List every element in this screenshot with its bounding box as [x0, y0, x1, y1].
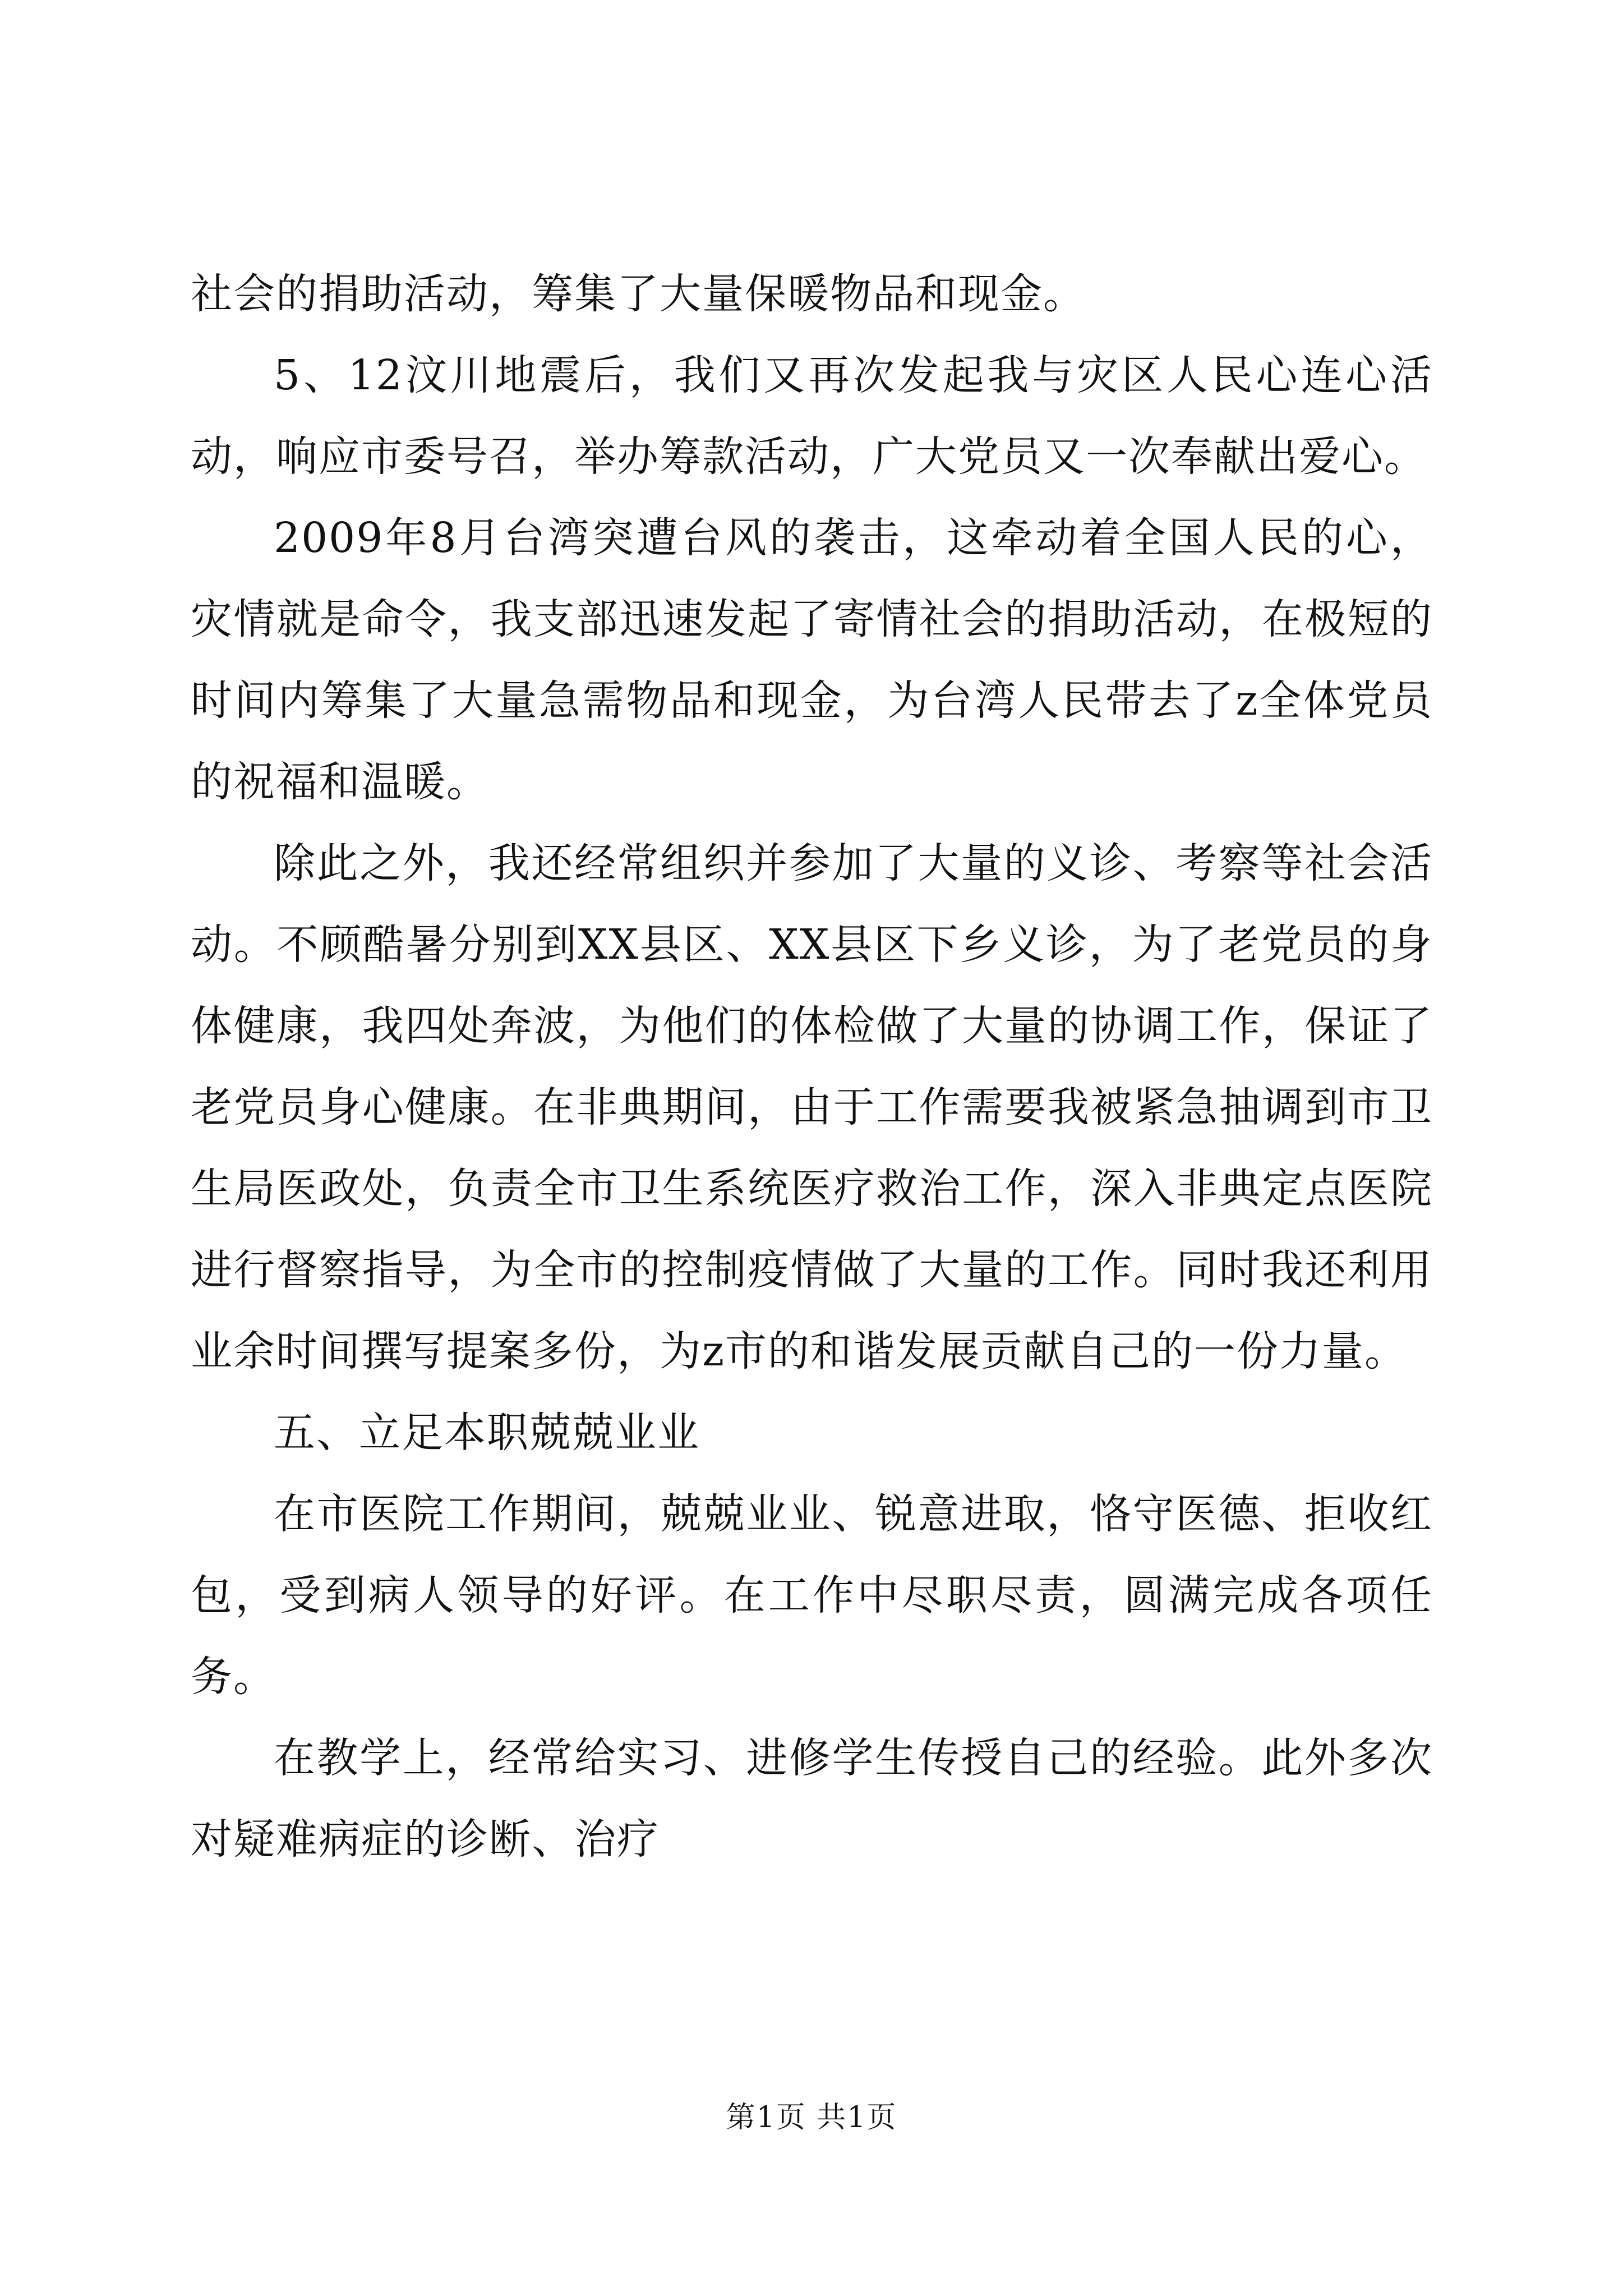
section-heading: 五、立足本职兢兢业业	[274, 1409, 700, 1457]
paragraph-social-activities: 除此之外，我还经常组织并参加了大量的义诊、考察等社会活动。不顾酷暑分别到XX县区、XX县区下乡义诊，为了老党员的身体健康，我四处奔波，为他们的体检做了大量的协调工作，保证了老党员身心健康。在非典期间，由于工作需要我被紧急抽调到市卫生局医政处，负责全市卫生系统医疗救治工作，深入非典定点医院进行督察指导，为全市的控制疫情做了大量的工作。同时我还利用业余时间撰写提案多份，为z市的和谐发展贡献自己的一份力量。	[191, 839, 1433, 1375]
paragraph-taiwan-typhoon: 2009年8月台湾突遭台风的袭击，这牵动着全国人民的心，灾情就是命令，我支部迅速发起了寄情社会的捐助活动，在极短的时间内筹集了大量急需物品和现金，为台湾人民带去了z全体党员的祝福和温暖。	[191, 514, 1433, 806]
paragraph-teaching: 在教学上，经常给实习、进修学生传授自己的经验。此外多次对疑难病症的诊断、治疗	[191, 1734, 1433, 1864]
document-body	[191, 254, 1433, 1880]
paragraph-continuation: 社会的捐助活动，筹集了大量保暖物品和现金。	[191, 270, 1086, 318]
paragraph-hospital-work: 在市医院工作期间，兢兢业业、锐意进取，恪守医德、拒收红包，受到病人领导的好评。在工作中尽职尽责，圆满完成各项任务。	[191, 1490, 1433, 1701]
page-footer: 第1页 共1页	[726, 2101, 897, 2134]
paragraph-wenchuan-earthquake: 5、12汶川地震后，我们又再次发起我与灾区人民心连心活动，响应市委号召，举办筹款活动，广大党员又一次奉献出爱心。	[191, 351, 1433, 481]
